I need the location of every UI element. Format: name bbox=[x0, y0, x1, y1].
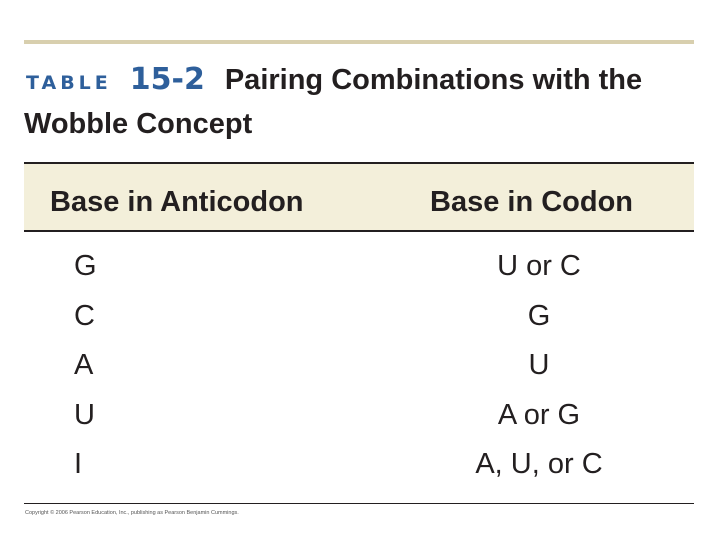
top-divider bbox=[24, 40, 694, 44]
codon-cell: A, U, or C bbox=[475, 448, 603, 480]
anticodon-cell: I bbox=[74, 448, 83, 480]
table-title-row bbox=[26, 62, 642, 102]
anticodon-cell: U bbox=[74, 398, 95, 431]
codon-cell: U or C bbox=[497, 250, 581, 282]
column-header-anticodon: Base in Anticodon bbox=[50, 186, 304, 218]
table-row bbox=[24, 250, 694, 300]
table-title-line2: Wobble Concept bbox=[24, 108, 253, 140]
table-row bbox=[24, 399, 694, 449]
table-row bbox=[24, 448, 694, 498]
table-number: 15-2 bbox=[129, 62, 205, 97]
table-label: TABLE bbox=[26, 72, 112, 94]
table-row bbox=[24, 349, 694, 399]
column-header-codon: Base in Codon bbox=[430, 186, 634, 218]
table-title-line1: Pairing Combinations with the bbox=[224, 64, 643, 96]
anticodon-cell: C bbox=[74, 299, 95, 332]
bottom-divider bbox=[24, 503, 694, 504]
codon-cell: G bbox=[527, 299, 551, 332]
table-header bbox=[24, 162, 694, 232]
codon-cell: U bbox=[528, 349, 550, 381]
table-row bbox=[24, 300, 694, 350]
codon-cell: A or G bbox=[497, 398, 581, 431]
anticodon-cell: A bbox=[74, 349, 94, 381]
anticodon-cell: G bbox=[74, 250, 97, 282]
table-body bbox=[24, 250, 694, 498]
copyright-notice: Copyright © 2006 Pearson Education, Inc., publishing as Pearson Benjamin Cummings. bbox=[25, 510, 239, 516]
